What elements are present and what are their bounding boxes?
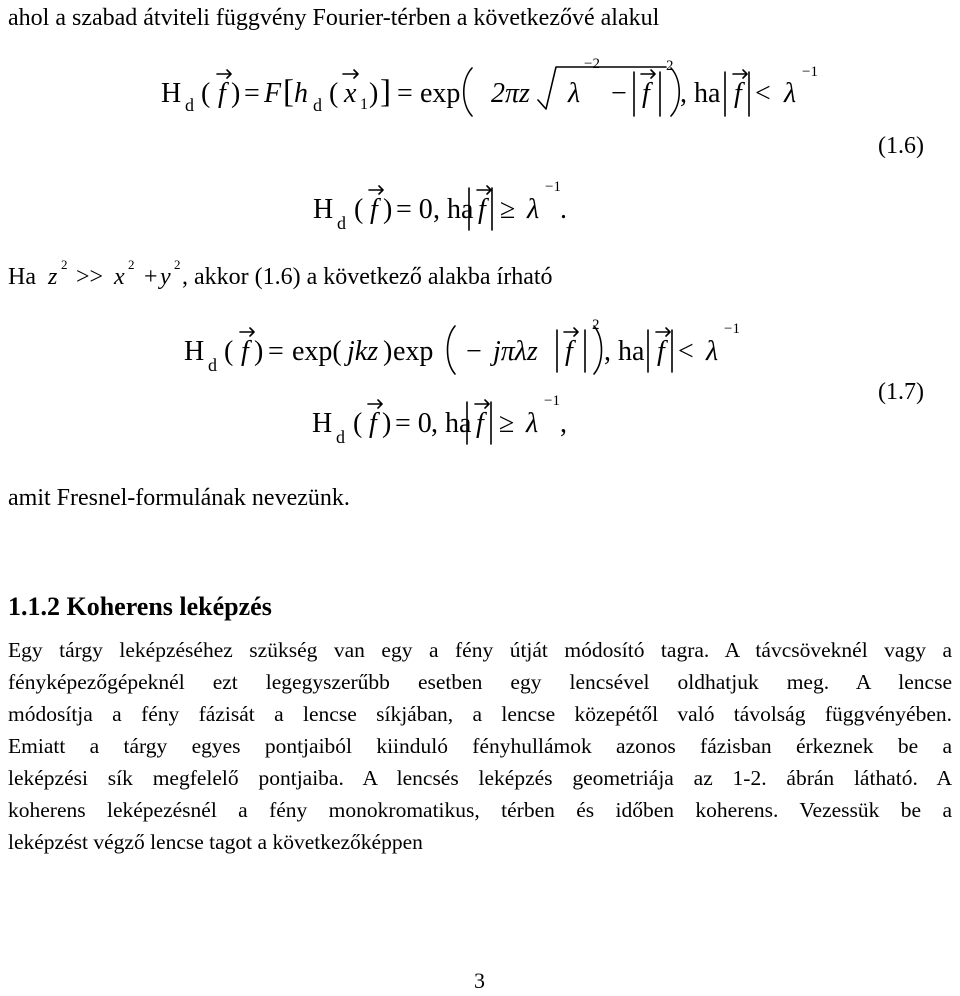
eq16-line1-lt: < bbox=[755, 78, 771, 109]
eq16-line1-lparen2: ( bbox=[329, 78, 339, 109]
eq17-line2-comma-ha: , ha bbox=[431, 408, 472, 439]
eq17-line1-rparen2: ) bbox=[383, 336, 393, 367]
eq16-line1-lbracket: [ bbox=[283, 74, 294, 110]
eq16-line1-equals2: = bbox=[397, 78, 413, 109]
eq16-line2-f2: f bbox=[478, 194, 486, 225]
eq17-line2-eq-zero: = 0 bbox=[395, 408, 432, 439]
norm-bar-icon bbox=[634, 72, 660, 116]
eq17-line1-lambda: λ bbox=[706, 336, 719, 367]
fresnel-sentence: amit Fresnel-formulának nevezünk. bbox=[8, 485, 350, 511]
large-right-paren-icon bbox=[594, 326, 602, 374]
eq16-line1-sub-d2: d bbox=[313, 95, 322, 115]
eq17-line1-f2: f bbox=[565, 336, 573, 367]
eq16-line2-comma-ha: , ha bbox=[433, 194, 474, 225]
eq16-line2-f: f bbox=[370, 194, 378, 225]
eq16-line2-period: . bbox=[560, 194, 567, 225]
condition-plus: + bbox=[144, 264, 158, 290]
eq17-line2-f: f bbox=[369, 408, 377, 439]
eq17-line1-sup-minus1: −1 bbox=[724, 321, 740, 337]
eq16-line1-h: h bbox=[294, 78, 308, 109]
paragraph-line: koherens leképezésnél a fény monokromatikus, térben és időben koherens. Vezessük be a bbox=[8, 798, 952, 822]
norm-bar-icon bbox=[725, 72, 749, 116]
eq17-line2-ge: ≥ bbox=[499, 408, 515, 439]
paragraph-line: leképzést végző lencse tagot a következőképpen bbox=[8, 830, 423, 854]
norm-bar-icon bbox=[469, 188, 492, 230]
eq17-line1-exp2: exp bbox=[393, 336, 434, 367]
paragraph-line: leképzési sík megfelelő pontjaiba. A lencsés leképzés geometriája az 1-2. ábrán látható. A bbox=[8, 766, 952, 790]
condition-y: y bbox=[160, 264, 171, 290]
eq17-line1-lparen: ( bbox=[224, 336, 234, 367]
vector-arrow-x-icon bbox=[343, 70, 358, 78]
vector-arrow-f6-icon bbox=[240, 328, 254, 336]
eq16-line1-F: F bbox=[264, 78, 282, 109]
eq17-line1-rparen: ) bbox=[254, 336, 264, 367]
eq16-line1-minus: − bbox=[611, 78, 627, 109]
eq17-line1-exp1: exp( bbox=[292, 336, 342, 367]
equation-number-1-7: (1.7) bbox=[878, 379, 924, 405]
condition-x: x bbox=[114, 264, 125, 290]
eq16-line1-f3: f bbox=[734, 78, 742, 109]
eq17-line1-equals: = bbox=[268, 336, 284, 367]
eq16-line2-lambda: λ bbox=[527, 194, 540, 225]
condition-x-sup: 2 bbox=[128, 257, 135, 272]
eq16-line1-rbracket: ] bbox=[380, 74, 391, 110]
eq16-line1-rparen: ) bbox=[231, 78, 241, 109]
eq17-line1-f: f bbox=[241, 336, 249, 367]
eq17-line2-H: H bbox=[312, 408, 333, 439]
eq16-line2-H: H bbox=[313, 194, 334, 225]
eq17-line2-f2: f bbox=[476, 408, 484, 439]
eq16-line2-rparen: ) bbox=[383, 194, 393, 225]
eq16-line2-sub-d: d bbox=[337, 213, 346, 233]
norm-bar-icon bbox=[557, 330, 585, 372]
large-left-paren-icon bbox=[448, 326, 456, 374]
large-right-paren-icon bbox=[671, 68, 679, 116]
vector-arrow-f2-icon bbox=[641, 70, 655, 78]
vector-arrow-f8-icon bbox=[656, 328, 670, 336]
eq16-line2-lparen: ( bbox=[354, 194, 364, 225]
vector-arrow-f4-icon bbox=[369, 186, 383, 194]
vector-arrow-f3-icon bbox=[733, 70, 747, 78]
eq17-line1-lt: < bbox=[678, 336, 694, 367]
eq16-line1-2piz: 2πz bbox=[491, 78, 530, 109]
condition-z-sup: 2 bbox=[61, 257, 68, 272]
condition-rest: , akkor (1.6) a következő alakba írható bbox=[182, 264, 553, 290]
eq17-line2-lparen: ( bbox=[353, 408, 363, 439]
vector-arrow-f9-icon bbox=[368, 400, 382, 408]
eq16-line2-sup-minus1: −1 bbox=[545, 179, 561, 195]
eq16-line2-ge: ≥ bbox=[500, 194, 516, 225]
eq17-line2-sub-d: d bbox=[336, 427, 345, 447]
eq17-line1-jpilambdaz: jπλz bbox=[493, 336, 538, 367]
eq16-line1-lambda: λ bbox=[568, 78, 581, 109]
paragraph-line: módosítja a fény fázisát a lencse síkjában, a lencse közepétől való távolság függvényében. bbox=[8, 702, 952, 726]
eq17-line2-rparen: ) bbox=[382, 408, 392, 439]
eq16-line1-rparen2: ) bbox=[369, 78, 379, 109]
eq17-line1-sub-d: d bbox=[208, 355, 217, 375]
page-number: 3 bbox=[474, 968, 485, 993]
eq17-line1-f3: f bbox=[657, 336, 665, 367]
eq16-line1-sub-d: d bbox=[185, 95, 194, 115]
eq16-line1-f2: f bbox=[642, 78, 650, 109]
eq16-line2-eq-zero: = 0 bbox=[396, 194, 433, 225]
eq17-line2-sup-minus1: −1 bbox=[544, 393, 560, 409]
condition-y-sup: 2 bbox=[174, 257, 181, 272]
vector-arrow-f7-icon bbox=[564, 328, 578, 336]
eq17-line1-comma-ha: , ha bbox=[604, 336, 645, 367]
eq16-line1-sup-2: 2 bbox=[666, 58, 674, 74]
eq16-line1-exp: exp bbox=[420, 78, 461, 109]
eq16-line1-f: f bbox=[218, 78, 226, 109]
eq16-line1-lambda2: λ bbox=[784, 78, 797, 109]
large-left-paren-icon bbox=[464, 68, 472, 116]
eq16-line1-lparen: ( bbox=[201, 78, 211, 109]
eq17-line1-sup-2: 2 bbox=[592, 317, 600, 333]
condition-ha: Ha bbox=[8, 264, 36, 290]
paragraph-line: Emiatt a tárgy egyes pontjaiból kiinduló fényhullámok azonos fázisban érkeznek be a bbox=[8, 734, 952, 758]
paragraph-line: fényképezőgépeknél ezt legegyszerűbb esetben egy lencsével oldhatjuk meg. A lencse bbox=[8, 670, 952, 694]
norm-bar-icon bbox=[648, 330, 672, 372]
eq16-line1-comma-ha: , ha bbox=[680, 78, 721, 109]
eq16-line1-H: H bbox=[161, 78, 182, 109]
vector-arrow-f-icon bbox=[217, 70, 231, 78]
condition-z: z bbox=[48, 264, 58, 290]
eq17-line2-comma: , bbox=[560, 408, 567, 439]
eq16-line1-x: x bbox=[344, 78, 357, 109]
eq16-line1-sub-1: 1 bbox=[360, 96, 368, 113]
eq16-line1-equals: = bbox=[244, 78, 260, 109]
equation-number-1-6: (1.6) bbox=[878, 133, 924, 159]
eq17-line1-H: H bbox=[184, 336, 205, 367]
eq17-line1-jkz: jkz bbox=[347, 336, 379, 367]
vector-arrow-f5-icon bbox=[477, 186, 491, 194]
eq16-line1-sup-minus1: −1 bbox=[802, 64, 818, 80]
eq16-line1-sup-minus2: −2 bbox=[584, 56, 600, 72]
paragraph-line: Egy tárgy leképzéséhez szükség van egy a fény útját módosító tagra. A távcsöveknél vagy a bbox=[8, 638, 952, 662]
condition-much-greater: >> bbox=[76, 264, 104, 290]
intro-text: ahol a szabad átviteli függvény Fourier-térben a következővé alakul bbox=[8, 5, 660, 31]
eq17-line2-lambda: λ bbox=[526, 408, 539, 439]
vector-arrow-f10-icon bbox=[475, 400, 489, 408]
section-heading: 1.1.2 Koherens leképzés bbox=[8, 592, 272, 621]
eq17-line1-minus: − bbox=[466, 336, 482, 367]
norm-bar-icon bbox=[467, 402, 491, 444]
